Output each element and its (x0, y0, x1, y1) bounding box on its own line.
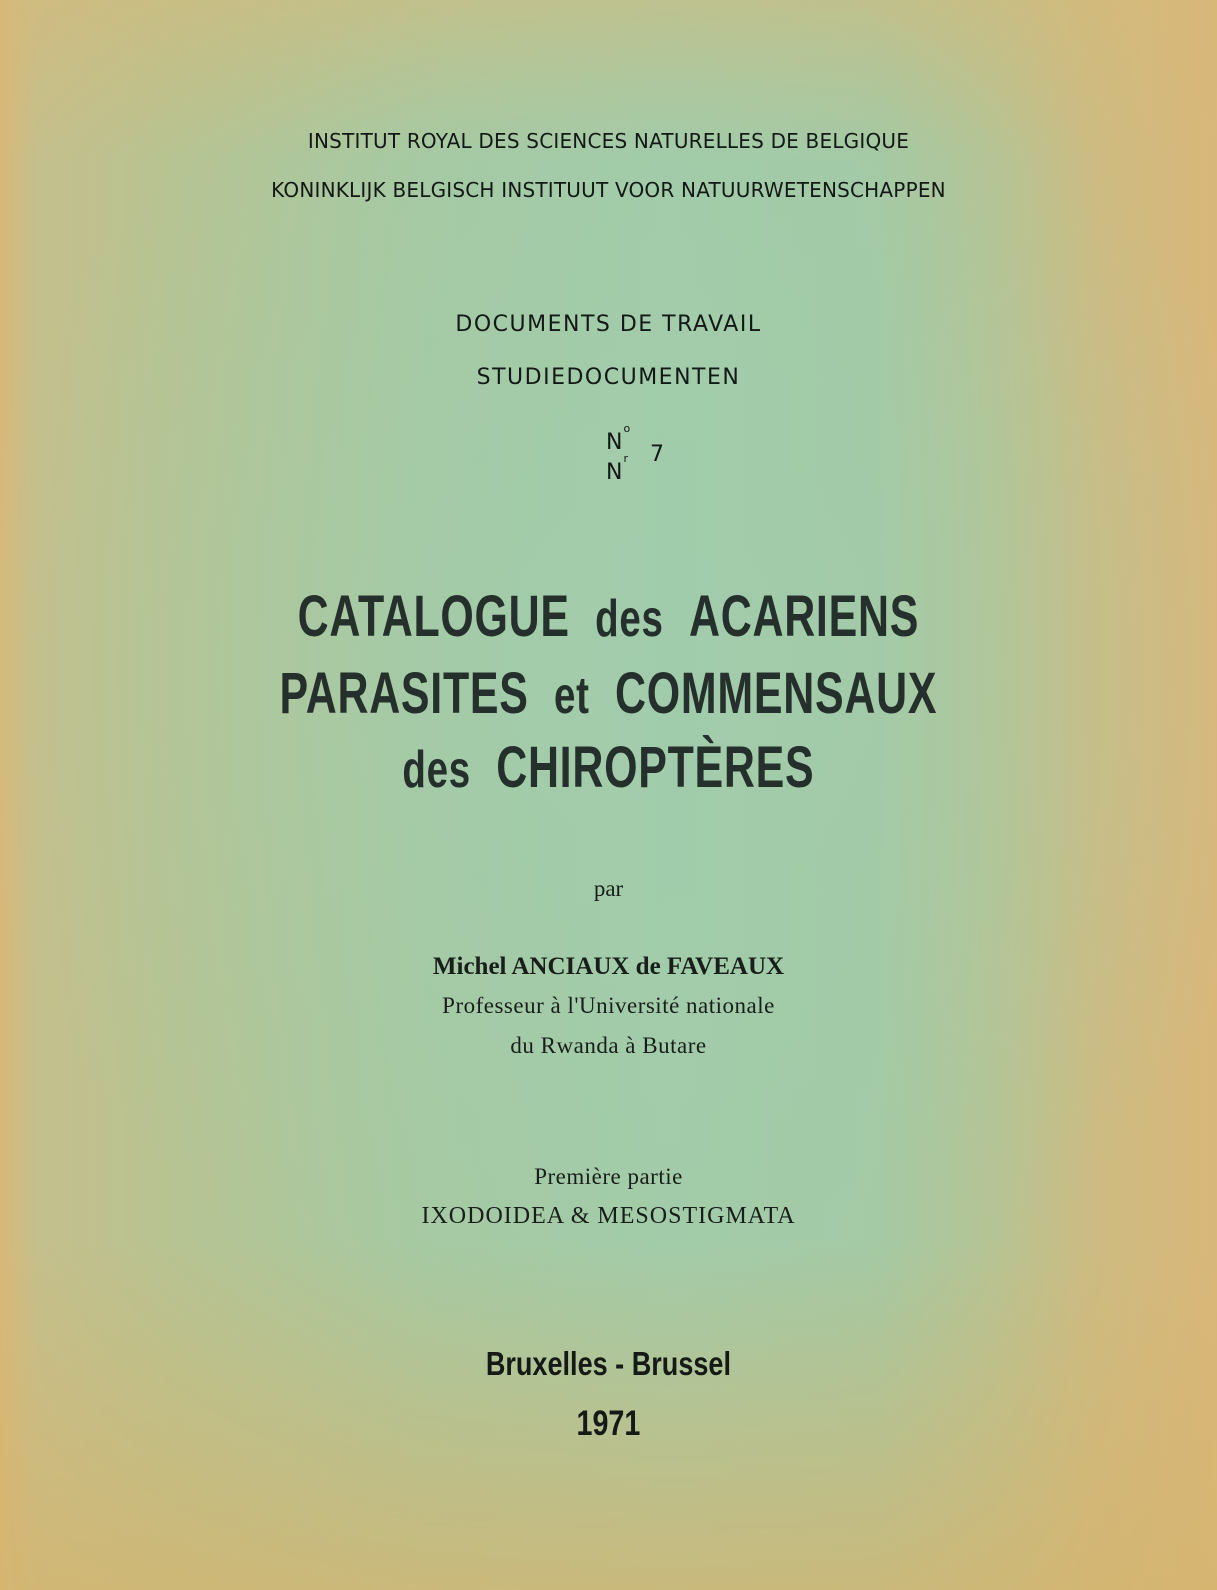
institution-name-fr: INSTITUT ROYAL DES SCIENCES NATURELLES DE BELGIQUE (307, 129, 910, 153)
series-name-nl: STUDIEDOCUMENTEN (476, 365, 741, 390)
byline-par: par (593, 876, 624, 901)
series-number (606, 421, 676, 490)
series-name-fr: DOCUMENTS DE TRAVAIL (455, 312, 762, 337)
number-label-fr: $N^o$ (606, 421, 631, 455)
title-line-1: CATALOGUE des ACARIENS (297, 584, 920, 649)
number-value: 7 (650, 442, 664, 467)
part-label: Première partie (534, 1164, 683, 1189)
part-subtitle: IXODOIDEA & MESOSTIGMATA (421, 1203, 796, 1229)
imprint-year: 1971 (576, 1404, 641, 1443)
title-line-3: des CHIROPTÈRES (402, 735, 815, 800)
author-name: Michel ANCIAUX de FAVEAUX (432, 953, 785, 980)
author-affiliation-2: du Rwanda à Butare (510, 1033, 707, 1058)
imprint-city: Bruxelles - Brussel (485, 1345, 731, 1382)
author-affiliation-1: Professeur à l'Université nationale (442, 993, 775, 1018)
title-line-2: PARASITES et COMMENSAUX (279, 661, 938, 726)
number-label-nl: $N^r$ (606, 451, 628, 485)
institution-name-nl: KONINKLIJK BELGISCH INSTITUUT VOOR NATUURWETENSCHAPPEN (271, 178, 946, 202)
